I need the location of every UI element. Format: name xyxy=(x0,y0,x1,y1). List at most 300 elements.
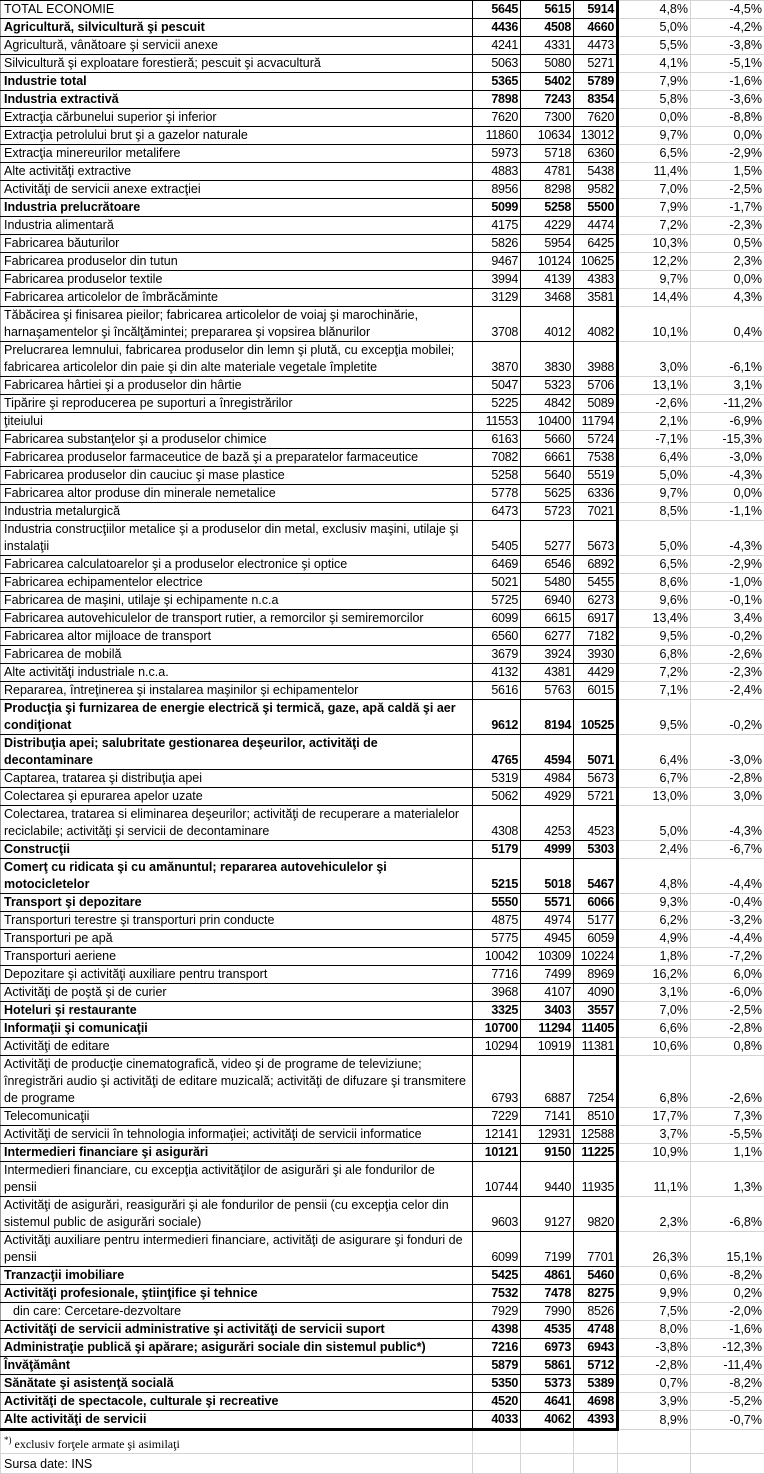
value-1-cell: 5405 xyxy=(473,521,521,556)
change-1-cell: -2,8% xyxy=(618,1357,691,1375)
footnote-row xyxy=(1,1430,764,1454)
row-label: Extracţia petrolului brut şi a gazelor naturale xyxy=(1,127,473,145)
value-2-cell: 9127 xyxy=(521,1197,574,1232)
value-3-cell: 6917 xyxy=(574,610,618,628)
value-1-cell: 5021 xyxy=(473,574,521,592)
row-label: Învăţământ xyxy=(1,1357,473,1375)
row-label: Industria metalurgică xyxy=(1,503,473,521)
change-2-cell: -11,2% xyxy=(691,395,764,413)
value-1-cell: 6099 xyxy=(473,610,521,628)
table-row xyxy=(1,788,764,806)
value-3-cell: 7021 xyxy=(574,503,618,521)
change-2-cell: -0,2% xyxy=(691,700,764,735)
change-2-cell: -2,8% xyxy=(691,770,764,788)
table-row xyxy=(1,966,764,984)
change-2-cell: -4,4% xyxy=(691,930,764,948)
value-3-cell: 4383 xyxy=(574,271,618,289)
table-row xyxy=(1,431,764,449)
empty-cell xyxy=(521,1454,574,1474)
source-note: Sursa date: INS xyxy=(1,1454,473,1474)
table-row xyxy=(1,700,764,735)
table-row xyxy=(1,682,764,700)
value-3-cell: 4082 xyxy=(574,307,618,342)
row-label: Industria alimentară xyxy=(1,217,473,235)
change-1-cell: 6,5% xyxy=(618,145,691,163)
change-2-cell: -2,6% xyxy=(691,646,764,664)
value-1-cell: 4436 xyxy=(473,19,521,37)
value-3-cell: 11381 xyxy=(574,1038,618,1056)
change-1-cell: 17,7% xyxy=(618,1108,691,1126)
change-2-cell: -0,7% xyxy=(691,1411,764,1430)
table-row xyxy=(1,253,764,271)
table-row xyxy=(1,1002,764,1020)
change-2-cell: 3,4% xyxy=(691,610,764,628)
value-3-cell: 3581 xyxy=(574,289,618,307)
table-row xyxy=(1,646,764,664)
value-3-cell: 5712 xyxy=(574,1357,618,1375)
change-1-cell: 2,1% xyxy=(618,413,691,431)
value-1-cell: 8956 xyxy=(473,181,521,199)
value-2-cell: 4381 xyxy=(521,664,574,682)
value-1-cell: 10294 xyxy=(473,1038,521,1056)
table-row xyxy=(1,1232,764,1267)
value-1-cell: 7898 xyxy=(473,91,521,109)
value-1-cell: 5350 xyxy=(473,1375,521,1393)
change-1-cell: -3,8% xyxy=(618,1339,691,1357)
value-2-cell: 5571 xyxy=(521,894,574,912)
change-2-cell: -2,4% xyxy=(691,682,764,700)
change-1-cell: 11,1% xyxy=(618,1162,691,1197)
value-2-cell: 4929 xyxy=(521,788,574,806)
table-row xyxy=(1,1375,764,1393)
value-1-cell: 5225 xyxy=(473,395,521,413)
value-3-cell: 5467 xyxy=(574,859,618,894)
change-1-cell: -2,6% xyxy=(618,395,691,413)
value-3-cell: 6015 xyxy=(574,682,618,700)
change-1-cell: 13,1% xyxy=(618,377,691,395)
value-3-cell: 11935 xyxy=(574,1162,618,1197)
empty-cell xyxy=(574,1454,618,1474)
value-1-cell: 5047 xyxy=(473,377,521,395)
change-2-cell: 6,0% xyxy=(691,966,764,984)
table-row xyxy=(1,145,764,163)
change-1-cell: 5,0% xyxy=(618,467,691,485)
change-2-cell: -6,9% xyxy=(691,413,764,431)
row-label: Industria extractivă xyxy=(1,91,473,109)
value-1-cell: 11553 xyxy=(473,413,521,431)
row-label: Alte activităţi industriale n.c.a. xyxy=(1,664,473,682)
value-2-cell: 4253 xyxy=(521,806,574,841)
value-3-cell: 10525 xyxy=(574,700,618,735)
change-1-cell: 7,2% xyxy=(618,217,691,235)
row-label: Fabricarea produselor din cauciuc şi mase plastice xyxy=(1,467,473,485)
value-3-cell: 11225 xyxy=(574,1144,618,1162)
row-label: Intermedieri financiare şi asigurări xyxy=(1,1144,473,1162)
value-2-cell: 4139 xyxy=(521,271,574,289)
table-row xyxy=(1,556,764,574)
value-3-cell: 4090 xyxy=(574,984,618,1002)
value-1-cell: 5319 xyxy=(473,770,521,788)
value-2-cell: 4107 xyxy=(521,984,574,1002)
value-1-cell: 7620 xyxy=(473,109,521,127)
change-2-cell: 0,0% xyxy=(691,271,764,289)
value-2-cell: 10400 xyxy=(521,413,574,431)
value-3-cell: 5177 xyxy=(574,912,618,930)
row-label: Alte activităţi de servicii xyxy=(1,1411,473,1430)
change-2-cell: 0,2% xyxy=(691,1285,764,1303)
row-label: Repararea, întreţinerea şi instalarea maşinilor şi echipamentelor xyxy=(1,682,473,700)
value-3-cell: 12588 xyxy=(574,1126,618,1144)
value-2-cell: 3403 xyxy=(521,1002,574,1020)
value-2-cell: 7300 xyxy=(521,109,574,127)
value-3-cell: 7182 xyxy=(574,628,618,646)
value-3-cell: 8526 xyxy=(574,1303,618,1321)
row-label: Tipărire şi reproducerea pe suporturi a înregistrărilor xyxy=(1,395,473,413)
table-body xyxy=(1,1,764,1430)
change-2-cell: 0,8% xyxy=(691,1038,764,1056)
change-2-cell: -4,5% xyxy=(691,1,764,19)
change-2-cell: 2,3% xyxy=(691,253,764,271)
value-1-cell: 7229 xyxy=(473,1108,521,1126)
table-row xyxy=(1,1162,764,1197)
row-label: Fabricarea calculatoarelor şi a produselor electronice şi optice xyxy=(1,556,473,574)
table-row xyxy=(1,841,764,859)
value-2-cell: 4229 xyxy=(521,217,574,235)
row-label: Hoteluri şi restaurante xyxy=(1,1002,473,1020)
change-1-cell: 13,0% xyxy=(618,788,691,806)
value-3-cell: 7254 xyxy=(574,1056,618,1108)
value-2-cell: 4842 xyxy=(521,395,574,413)
row-label: Transport şi depozitare xyxy=(1,894,473,912)
change-1-cell: 8,9% xyxy=(618,1411,691,1430)
value-3-cell: 8275 xyxy=(574,1285,618,1303)
change-2-cell: -2,5% xyxy=(691,1002,764,1020)
change-2-cell: -12,3% xyxy=(691,1339,764,1357)
change-2-cell: 0,4% xyxy=(691,307,764,342)
value-2-cell: 4861 xyxy=(521,1267,574,1285)
empty-cell xyxy=(574,1430,618,1454)
value-1-cell: 5775 xyxy=(473,930,521,948)
table-row xyxy=(1,19,764,37)
row-label: Fabricarea echipamentelor electrice xyxy=(1,574,473,592)
value-1-cell: 9612 xyxy=(473,700,521,735)
change-1-cell: 7,5% xyxy=(618,1303,691,1321)
change-1-cell: 4,8% xyxy=(618,1,691,19)
change-2-cell: -0,4% xyxy=(691,894,764,912)
value-1-cell: 7216 xyxy=(473,1339,521,1357)
change-2-cell: -5,5% xyxy=(691,1126,764,1144)
value-2-cell: 5625 xyxy=(521,485,574,503)
change-2-cell: 1,1% xyxy=(691,1144,764,1162)
table-row xyxy=(1,1321,764,1339)
change-1-cell: 6,5% xyxy=(618,556,691,574)
value-2-cell: 5718 xyxy=(521,145,574,163)
table-row xyxy=(1,342,764,377)
row-label: Sănătate şi asistenţă socială xyxy=(1,1375,473,1393)
value-3-cell: 6059 xyxy=(574,930,618,948)
change-2-cell: -2,3% xyxy=(691,664,764,682)
value-1-cell: 10744 xyxy=(473,1162,521,1197)
value-3-cell: 8510 xyxy=(574,1108,618,1126)
table-row xyxy=(1,181,764,199)
table-row xyxy=(1,91,764,109)
table-row xyxy=(1,1,764,19)
table-row xyxy=(1,73,764,91)
value-1-cell: 4398 xyxy=(473,1321,521,1339)
value-1-cell: 5258 xyxy=(473,467,521,485)
change-1-cell: 5,0% xyxy=(618,521,691,556)
change-2-cell: -1,6% xyxy=(691,1321,764,1339)
row-label: Distribuţia apei; salubritate gestionarea deşeurilor, activităţi de decontaminare xyxy=(1,735,473,770)
value-1-cell: 5425 xyxy=(473,1267,521,1285)
footnote-text: exclusiv forţele armate şi asimilaţi xyxy=(12,1437,180,1451)
value-3-cell: 3557 xyxy=(574,1002,618,1020)
value-3-cell: 5303 xyxy=(574,841,618,859)
row-label: Comerţ cu ridicata şi cu amănuntul; repararea autovehiculelor şi motocicletelor xyxy=(1,859,473,894)
row-label: din care: Cercetare-dezvoltare xyxy=(1,1303,473,1321)
change-1-cell: 14,4% xyxy=(618,289,691,307)
value-2-cell: 5018 xyxy=(521,859,574,894)
value-1-cell: 4765 xyxy=(473,735,521,770)
row-label: Fabricarea altor mijloace de transport xyxy=(1,628,473,646)
empty-cell xyxy=(521,1430,574,1454)
row-label: Colectarea şi epurarea apelor uzate xyxy=(1,788,473,806)
value-2-cell: 8194 xyxy=(521,700,574,735)
change-2-cell: -5,2% xyxy=(691,1393,764,1411)
value-1-cell: 3679 xyxy=(473,646,521,664)
change-2-cell: -7,2% xyxy=(691,948,764,966)
value-1-cell: 3325 xyxy=(473,1002,521,1020)
table-row xyxy=(1,1285,764,1303)
value-3-cell: 6892 xyxy=(574,556,618,574)
change-1-cell: 7,0% xyxy=(618,1002,691,1020)
change-2-cell: -3,6% xyxy=(691,91,764,109)
row-label: Captarea, tratarea şi distribuţia apei xyxy=(1,770,473,788)
change-1-cell: 9,7% xyxy=(618,485,691,503)
value-3-cell: 4429 xyxy=(574,664,618,682)
value-2-cell: 4945 xyxy=(521,930,574,948)
value-3-cell: 4473 xyxy=(574,37,618,55)
change-2-cell: -5,1% xyxy=(691,55,764,73)
row-label: Activităţi de poştă şi de curier xyxy=(1,984,473,1002)
table-row xyxy=(1,1303,764,1321)
table-row xyxy=(1,770,764,788)
change-1-cell: 10,9% xyxy=(618,1144,691,1162)
row-label: Industria prelucrătoare xyxy=(1,199,473,217)
value-3-cell: 4698 xyxy=(574,1393,618,1411)
value-1-cell: 6560 xyxy=(473,628,521,646)
change-2-cell: -2,3% xyxy=(691,217,764,235)
row-label: Fabricarea altor produse din minerale nemetalice xyxy=(1,485,473,503)
table-row xyxy=(1,521,764,556)
value-1-cell: 7082 xyxy=(473,449,521,467)
row-label: Activităţi de servicii anexe extracţiei xyxy=(1,181,473,199)
change-1-cell: 8,0% xyxy=(618,1321,691,1339)
row-label: Activităţi de asigurări, reasigurări şi ale fondurilor de pensii (cu excepţia celor din sistemul public de asigurări sociale) xyxy=(1,1197,473,1232)
change-1-cell: 4,1% xyxy=(618,55,691,73)
value-2-cell: 9150 xyxy=(521,1144,574,1162)
table-row xyxy=(1,1020,764,1038)
table-row xyxy=(1,1411,764,1430)
change-2-cell: -2,5% xyxy=(691,181,764,199)
value-3-cell: 4660 xyxy=(574,19,618,37)
table-row xyxy=(1,735,764,770)
value-3-cell: 11794 xyxy=(574,413,618,431)
value-1-cell: 11860 xyxy=(473,127,521,145)
change-1-cell: 9,6% xyxy=(618,592,691,610)
change-2-cell: 7,3% xyxy=(691,1108,764,1126)
value-2-cell: 5480 xyxy=(521,574,574,592)
change-1-cell: 5,8% xyxy=(618,91,691,109)
row-label: Activităţi auxiliare pentru intermedieri financiare, activităţi de asigurare şi fonduri de pensii xyxy=(1,1232,473,1267)
change-1-cell: -7,1% xyxy=(618,431,691,449)
value-3-cell: 5071 xyxy=(574,735,618,770)
row-label: Fabricarea hârtiei şi a produselor din hârtie xyxy=(1,377,473,395)
value-2-cell: 6546 xyxy=(521,556,574,574)
row-label: Intermedieri financiare, cu excepţia activităţilor de asigurări şi ale fondurilor de pensii xyxy=(1,1162,473,1197)
empty-cell xyxy=(618,1430,691,1454)
value-1-cell: 5365 xyxy=(473,73,521,91)
table-row xyxy=(1,628,764,646)
table-row xyxy=(1,1267,764,1285)
value-2-cell: 9440 xyxy=(521,1162,574,1197)
value-2-cell: 5277 xyxy=(521,521,574,556)
change-2-cell: -11,4% xyxy=(691,1357,764,1375)
value-1-cell: 9467 xyxy=(473,253,521,271)
change-1-cell: 7,9% xyxy=(618,199,691,217)
value-2-cell: 7243 xyxy=(521,91,574,109)
table-row xyxy=(1,1144,764,1162)
row-label: Depozitare şi activităţi auxiliare pentru transport xyxy=(1,966,473,984)
change-1-cell: 5,0% xyxy=(618,19,691,37)
change-2-cell: -3,8% xyxy=(691,37,764,55)
row-label: Fabricarea autovehiculelor de transport rutier, a remorcilor şi semiremorcilor xyxy=(1,610,473,628)
value-1-cell: 6099 xyxy=(473,1232,521,1267)
row-label: Fabricarea produselor farmaceutice de bază şi a preparatelor farmaceutice xyxy=(1,449,473,467)
value-3-cell: 8354 xyxy=(574,91,618,109)
row-label: Fabricarea băuturilor xyxy=(1,235,473,253)
table-row xyxy=(1,1393,764,1411)
value-3-cell: 5519 xyxy=(574,467,618,485)
change-1-cell: 0,7% xyxy=(618,1375,691,1393)
change-2-cell: -2,9% xyxy=(691,556,764,574)
source-row xyxy=(1,1454,764,1474)
value-3-cell: 4474 xyxy=(574,217,618,235)
table-row xyxy=(1,377,764,395)
change-1-cell: 13,4% xyxy=(618,610,691,628)
change-2-cell: -15,3% xyxy=(691,431,764,449)
value-1-cell: 4033 xyxy=(473,1411,521,1430)
value-3-cell: 5089 xyxy=(574,395,618,413)
value-2-cell: 5723 xyxy=(521,503,574,521)
table-row xyxy=(1,948,764,966)
change-2-cell: 0,0% xyxy=(691,127,764,145)
value-2-cell: 6615 xyxy=(521,610,574,628)
value-1-cell: 5616 xyxy=(473,682,521,700)
change-2-cell: -1,7% xyxy=(691,199,764,217)
change-1-cell: 9,3% xyxy=(618,894,691,912)
value-2-cell: 10309 xyxy=(521,948,574,966)
table-row xyxy=(1,503,764,521)
change-2-cell: -6,0% xyxy=(691,984,764,1002)
change-2-cell: -4,2% xyxy=(691,19,764,37)
table-row xyxy=(1,806,764,841)
table-row xyxy=(1,1339,764,1357)
row-label: Informaţii şi comunicaţii xyxy=(1,1020,473,1038)
table-row xyxy=(1,485,764,503)
value-3-cell: 6273 xyxy=(574,592,618,610)
row-label: Tăbăcirea şi finisarea pieilor; fabricarea articolelor de voiaj şi marochinărie, harnaşamentelor şi încălţămintei; prepararea şi vopsirea blănurilor xyxy=(1,307,473,342)
change-2-cell: 0,5% xyxy=(691,235,764,253)
value-1-cell: 5725 xyxy=(473,592,521,610)
table-row xyxy=(1,930,764,948)
change-1-cell: 0,6% xyxy=(618,1267,691,1285)
value-1-cell: 5645 xyxy=(473,1,521,19)
table-row xyxy=(1,413,764,431)
table-row xyxy=(1,574,764,592)
value-2-cell: 4012 xyxy=(521,307,574,342)
value-1-cell: 9603 xyxy=(473,1197,521,1232)
value-2-cell: 8298 xyxy=(521,181,574,199)
value-1-cell: 4883 xyxy=(473,163,521,181)
change-2-cell: -3,0% xyxy=(691,735,764,770)
row-label: Fabricarea produselor textile xyxy=(1,271,473,289)
value-3-cell: 3988 xyxy=(574,342,618,377)
value-3-cell: 5914 xyxy=(574,1,618,19)
value-3-cell: 5724 xyxy=(574,431,618,449)
value-1-cell: 4520 xyxy=(473,1393,521,1411)
footnote xyxy=(1,1430,473,1454)
value-2-cell: 5402 xyxy=(521,73,574,91)
value-3-cell: 9582 xyxy=(574,181,618,199)
change-2-cell: -8,2% xyxy=(691,1375,764,1393)
value-3-cell: 4393 xyxy=(574,1411,618,1430)
change-2-cell: -0,1% xyxy=(691,592,764,610)
table-footer xyxy=(1,1430,764,1474)
empty-cell xyxy=(618,1454,691,1474)
table-row xyxy=(1,163,764,181)
value-1-cell: 10042 xyxy=(473,948,521,966)
footnote-marker: *) xyxy=(4,1435,12,1445)
change-1-cell: 5,5% xyxy=(618,37,691,55)
change-2-cell: -1,1% xyxy=(691,503,764,521)
change-2-cell: -4,3% xyxy=(691,467,764,485)
row-label: Alte activităţi extractive xyxy=(1,163,473,181)
change-1-cell: 1,8% xyxy=(618,948,691,966)
change-2-cell: 1,5% xyxy=(691,163,764,181)
change-1-cell: 3,1% xyxy=(618,984,691,1002)
change-1-cell: 16,2% xyxy=(618,966,691,984)
value-2-cell: 7141 xyxy=(521,1108,574,1126)
value-3-cell: 8969 xyxy=(574,966,618,984)
value-1-cell: 3968 xyxy=(473,984,521,1002)
value-2-cell: 12931 xyxy=(521,1126,574,1144)
table-row xyxy=(1,467,764,485)
value-2-cell: 6940 xyxy=(521,592,574,610)
value-3-cell: 5438 xyxy=(574,163,618,181)
value-1-cell: 4175 xyxy=(473,217,521,235)
row-label: Silvicultură şi exploatare forestieră; pescuit şi acvacultură xyxy=(1,55,473,73)
change-1-cell: 4,9% xyxy=(618,930,691,948)
table-row xyxy=(1,1056,764,1108)
value-2-cell: 7199 xyxy=(521,1232,574,1267)
value-2-cell: 6661 xyxy=(521,449,574,467)
value-1-cell: 6793 xyxy=(473,1056,521,1108)
table-row xyxy=(1,199,764,217)
change-2-cell: -3,2% xyxy=(691,912,764,930)
value-2-cell: 5763 xyxy=(521,682,574,700)
value-2-cell: 4508 xyxy=(521,19,574,37)
